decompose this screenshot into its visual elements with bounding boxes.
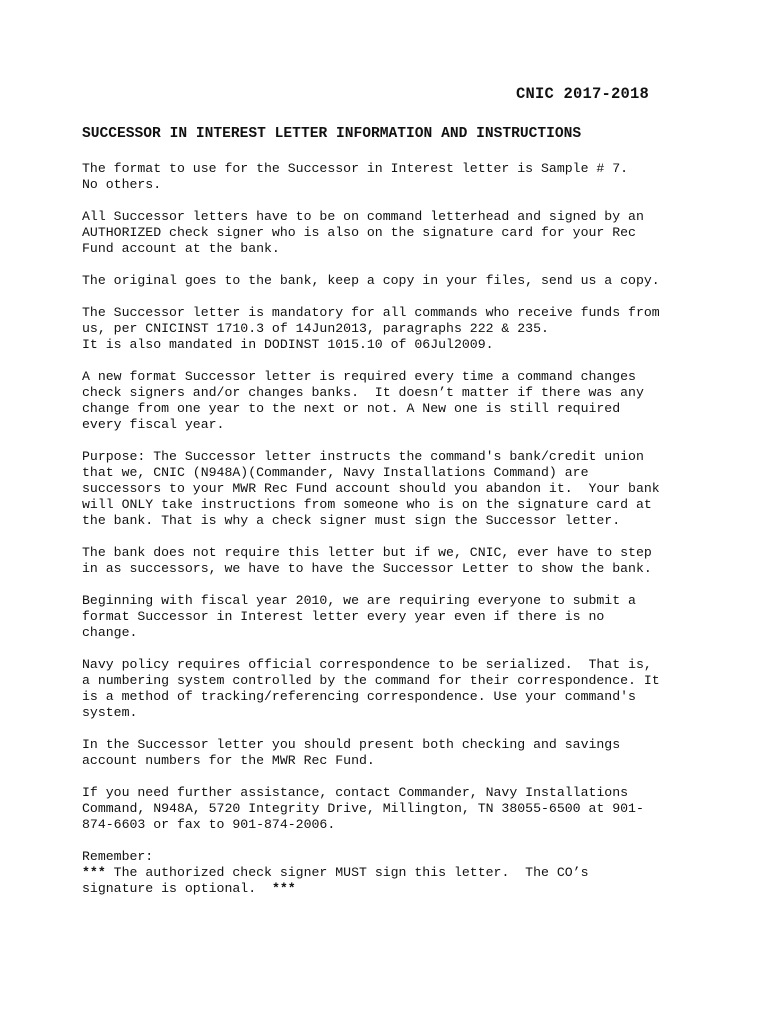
paragraph-line: AUTHORIZED check signer who is also on the signature card for your Rec	[82, 225, 636, 240]
paragraph-line: change.	[82, 625, 138, 640]
paragraph-line: system.	[82, 705, 138, 720]
paragraph-line: check signers and/or changes banks. It doesn’t matter if there was any	[82, 385, 644, 400]
paragraph	[82, 449, 722, 529]
paragraph-line: If you need further assistance, contact Commander, Navy Installations	[82, 785, 629, 800]
paragraph-line: No others.	[82, 177, 162, 192]
stars-close: ***	[271, 881, 296, 896]
reminder-line-1	[82, 865, 722, 881]
paragraph-line: successors to your MWR Rec Fund account should you abandon it. Your bank	[82, 481, 660, 496]
reminder-line-2	[82, 881, 722, 897]
paragraph-line: that we, CNIC (N948A)(Commander, Navy Installations Command) are	[82, 465, 589, 480]
document-body	[82, 161, 722, 913]
paragraph-line: Navy policy requires official correspondence to be serialized. That is,	[82, 657, 652, 672]
paragraph-line: in as successors, we have to have the Successor Letter to show the bank.	[82, 561, 652, 576]
paragraph-line: will ONLY take instructions from someone who is on the signature card at	[82, 497, 652, 512]
paragraph	[82, 785, 722, 833]
paragraph-line: It is also mandated in DODINST 1015.10 of 06Jul2009.	[82, 337, 494, 352]
paragraph-line: the bank. That is why a check signer must sign the Successor letter.	[82, 513, 621, 528]
paragraph	[82, 161, 722, 193]
paragraph-line: Command, N948A, 5720 Integrity Drive, Millington, TN 38055-6500 at 901-	[82, 801, 644, 816]
paragraph	[82, 209, 722, 257]
paragraph-line: account numbers for the MWR Rec Fund.	[82, 753, 375, 768]
paragraph-line: us, per CNICINST 1710.3 of 14Jun2013, paragraphs 222 & 235.	[82, 321, 549, 336]
remember-label: Remember:	[82, 849, 154, 864]
paragraph-line: 874-6603 or fax to 901-874-2006.	[82, 817, 336, 832]
paragraph-list	[82, 161, 722, 833]
paragraph-line: Purpose: The Successor letter instructs the command's bank/credit union	[82, 449, 644, 464]
paragraph-line: a numbering system controlled by the command for their correspondence. It	[82, 673, 660, 688]
paragraph-line: every fiscal year.	[82, 417, 225, 432]
paragraph	[82, 737, 722, 769]
paragraph-line: The format to use for the Successor in Interest letter is Sample # 7.	[82, 161, 629, 176]
paragraph-line: Fund account at the bank.	[82, 241, 280, 256]
paragraph-line: change from one year to the next or not. A New one is still required	[82, 401, 621, 416]
paragraph-line: format Successor in Interest letter every year even if there is no	[82, 609, 605, 624]
paragraph-line: All Successor letters have to be on command letterhead and signed by an	[82, 209, 644, 224]
paragraph	[82, 545, 722, 577]
paragraph	[82, 305, 722, 353]
paragraph-line: A new format Successor letter is required every time a command changes	[82, 369, 636, 384]
paragraph	[82, 369, 722, 433]
paragraph-line: Beginning with fiscal year 2010, we are requiring everyone to submit a	[82, 593, 636, 608]
remember-block	[82, 849, 722, 897]
paragraph	[82, 593, 722, 641]
reminder-text-2: signature is optional.	[82, 881, 272, 896]
reminder-text-1: The authorized check signer MUST sign this letter. The CO’s	[105, 865, 589, 880]
paragraph	[82, 273, 722, 289]
paragraph	[82, 657, 722, 721]
paragraph-line: The Successor letter is mandatory for all commands who receive funds from	[82, 305, 660, 320]
paragraph-line: The bank does not require this letter but if we, CNIC, ever have to step	[82, 545, 652, 560]
document-header-title: CNIC 2017-2018	[516, 85, 650, 103]
document-heading: SUCCESSOR IN INTEREST LETTER INFORMATION AND INSTRUCTIONS	[82, 126, 582, 142]
paragraph-line: is a method of tracking/referencing correspondence. Use your command's	[82, 689, 636, 704]
paragraph-line: The original goes to the bank, keep a copy in your files, send us a copy.	[82, 273, 660, 288]
paragraph-line: In the Successor letter you should present both checking and savings	[82, 737, 621, 752]
stars-open: ***	[82, 865, 106, 880]
